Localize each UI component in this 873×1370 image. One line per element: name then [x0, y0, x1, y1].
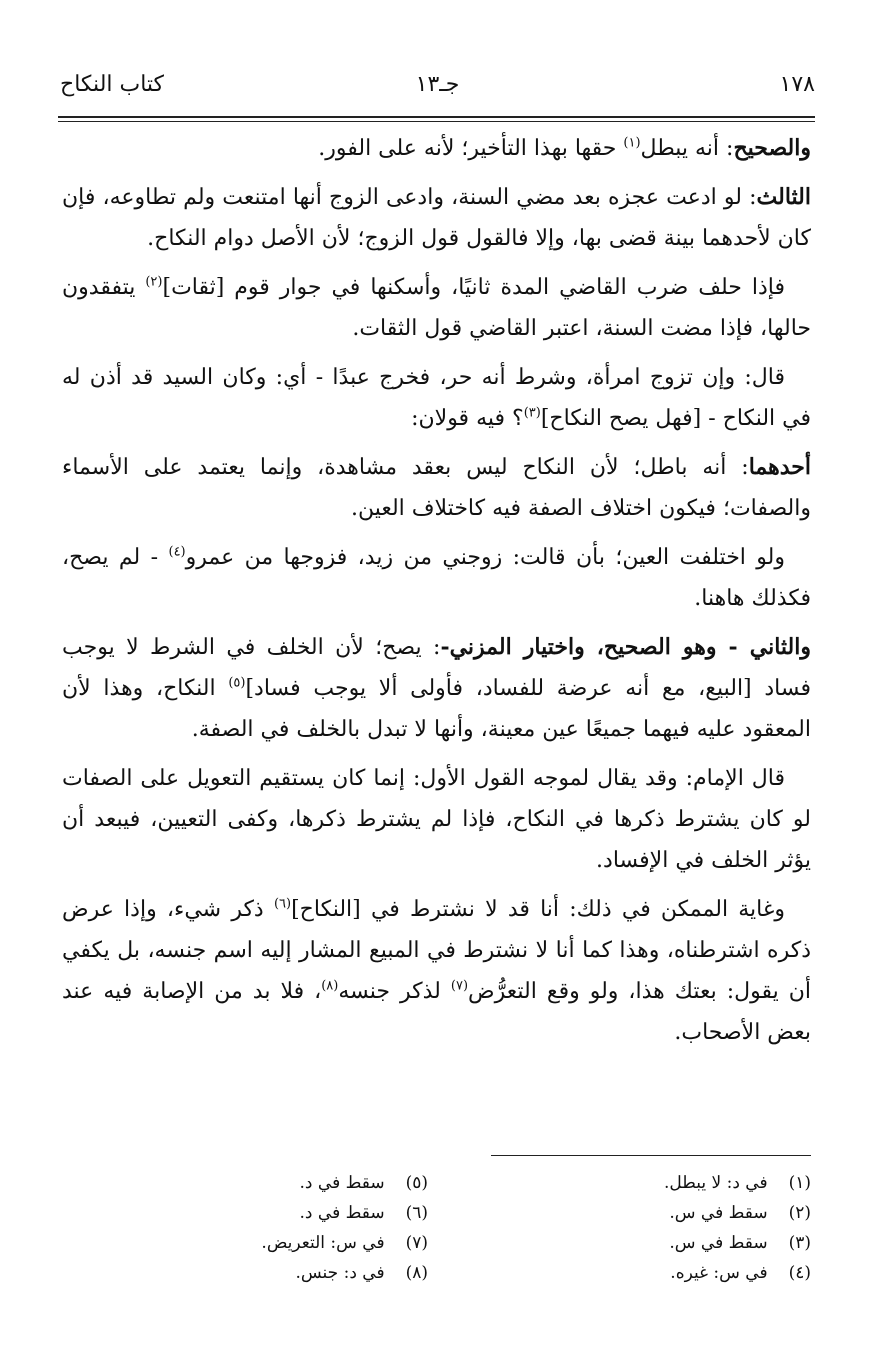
- paragraph-lead: والثاني - وهو الصحيح، واختيار المزني-: [440, 634, 811, 660]
- page-number: ١٧٨: [779, 72, 815, 97]
- footnote-number: (٥): [405, 1173, 428, 1193]
- footnotes-column-left: [261, 1168, 428, 1288]
- footnote-text: سقط في س.: [669, 1203, 768, 1223]
- footnote-text: في س: التعريض.: [261, 1233, 385, 1253]
- paragraph-text: ذكر شيء، وإذا عرض ذكره اشترطناه، وهذا كما أنا لا نشترط في المبيع المشار إليه اسم جنسه، بل يكفي أن يقول: بعتك هذا، ولو وقع التعرُّض: [62, 897, 811, 1004]
- paragraph: [62, 758, 811, 881]
- footnote-item: [261, 1228, 428, 1258]
- footnote-number: (٧): [405, 1233, 428, 1253]
- paragraph-text: ، فلا بد من الإصابة فيه عند بعض الأصحاب.: [62, 979, 811, 1045]
- paragraph-text: : أنه باطل؛ لأن النكاح ليس بعقد مشاهدة، وإنما يعتمد على الأسماء والصفات؛ فيكون اختلاف الصفة فيه كاختلاف العين.: [62, 455, 811, 521]
- volume-label: جـ١٣: [415, 72, 460, 97]
- paragraph-text: قال: وإن تزوج امرأة، وشرط أنه حر، فخرج عبدًا - أي: وكان السيد قد أذن له في النكاح - [فهل يصح النكاح]: [62, 365, 811, 431]
- paragraph-text: يتفقدون حالها، فإذا مضت السنة، اعتبر القاضي قول الثقات.: [62, 275, 811, 341]
- paragraph: [62, 128, 811, 169]
- footnote-ref: (٣): [523, 405, 541, 421]
- footnote-ref: (١): [623, 135, 641, 151]
- paragraph-lead: أحدهما: [748, 454, 811, 480]
- footnote-ref: (٢): [145, 274, 163, 290]
- footnote-text: سقط في د.: [299, 1203, 385, 1223]
- footnote-number: (٤): [788, 1263, 811, 1283]
- paragraph: [62, 447, 811, 529]
- paragraph-text: النكاح، وهذا لأن المعقود عليه فيهما جميعًا عين معينة، وأنها لا تبدل بالخلف في الصفة.: [62, 676, 811, 742]
- footnote-item: [664, 1228, 811, 1258]
- paragraph-text: لذكر جنسه: [338, 979, 451, 1004]
- footnote-text: سقط في د.: [299, 1173, 385, 1193]
- paragraph-text: حقها بهذا التأخير؛ لأنه على الفور.: [318, 136, 624, 161]
- footnote-text: سقط في س.: [669, 1233, 768, 1253]
- page-header: [60, 68, 815, 108]
- paragraph: [62, 267, 811, 349]
- footnotes-column-right: [664, 1168, 811, 1288]
- footnote-item: [664, 1198, 811, 1228]
- paragraph-text: قال الإمام: وقد يقال لموجه القول الأول: إنما كان يستقيم التعويل على الصفات لو كان يشترط ذكرها في النكاح، فإذا لم يشترط ذكرها، وكفى التعيين، فيبعد أن يؤثر الخلف في الإفساد.: [62, 766, 811, 873]
- footnote-item: [664, 1168, 811, 1198]
- paragraph-text: فإذا حلف ضرب القاضي المدة ثانيًا، وأسكنها في جوار قوم [ثقات]: [162, 275, 786, 300]
- header-rule: [58, 116, 815, 122]
- footnote-ref: (٨): [321, 978, 339, 994]
- paragraph-text: - لم يصح، فكذلك هاهنا.: [62, 545, 811, 611]
- paragraph-text: ؟ فيه قولان:: [411, 406, 524, 431]
- paragraph: [62, 177, 811, 259]
- footnote-item: [664, 1258, 811, 1288]
- paragraph-lead: والصحيح: [733, 135, 811, 161]
- main-text: [62, 128, 811, 1061]
- paragraph-text: : أنه يبطل: [640, 136, 734, 161]
- paragraph: [62, 537, 811, 619]
- footnote-number: (٣): [788, 1233, 811, 1253]
- footnote-ref: (٤): [168, 544, 186, 560]
- footnote-item: [261, 1258, 428, 1288]
- paragraph-lead: الثالث: [756, 184, 811, 210]
- paragraph: [62, 627, 811, 750]
- footnote-text: في س: غيره.: [670, 1263, 768, 1283]
- footnote-number: (٢): [788, 1203, 811, 1223]
- footnote-ref: (٧): [450, 978, 469, 994]
- paragraph-text: : لو ادعت عجزه بعد مضي السنة، وادعى الزوج أنها امتنعت ولم تطاوعه، فإن كان لأحدهما بينة قضى بها، وإلا فالقول قول الزوج؛ لأن الأصل دوام النكاح.: [62, 185, 811, 251]
- footnote-number: (٦): [405, 1203, 428, 1223]
- footnote-number: (٨): [405, 1263, 428, 1283]
- paragraph-text: ولو اختلفت العين؛ بأن قالت: زوجني من زيد، فزوجها من عمرو: [185, 545, 785, 570]
- footnote-item: [261, 1168, 428, 1198]
- footnote-text: في د: لا يبطل.: [664, 1173, 768, 1193]
- paragraph: [62, 357, 811, 439]
- footnote-rule: [491, 1155, 811, 1156]
- footnote-text: في د: جنس.: [295, 1263, 385, 1283]
- paragraph-text: وغاية الممكن في ذلك: أنا قد لا نشترط في [النكاح]: [291, 897, 786, 922]
- footnote-ref: (٥): [228, 675, 246, 691]
- paragraph: [62, 889, 811, 1053]
- footnote-ref: (٦): [273, 896, 292, 912]
- footnote-number: (١): [788, 1173, 811, 1193]
- book-title: كتاب النكاح: [60, 72, 165, 97]
- footnote-item: [261, 1198, 428, 1228]
- paragraph-text: : يصح؛ لأن الخلف في الشرط لا يوجب فساد [البيع، مع أنه عرضة للفساد، فأولى ألا يوجب فساد]: [62, 635, 811, 701]
